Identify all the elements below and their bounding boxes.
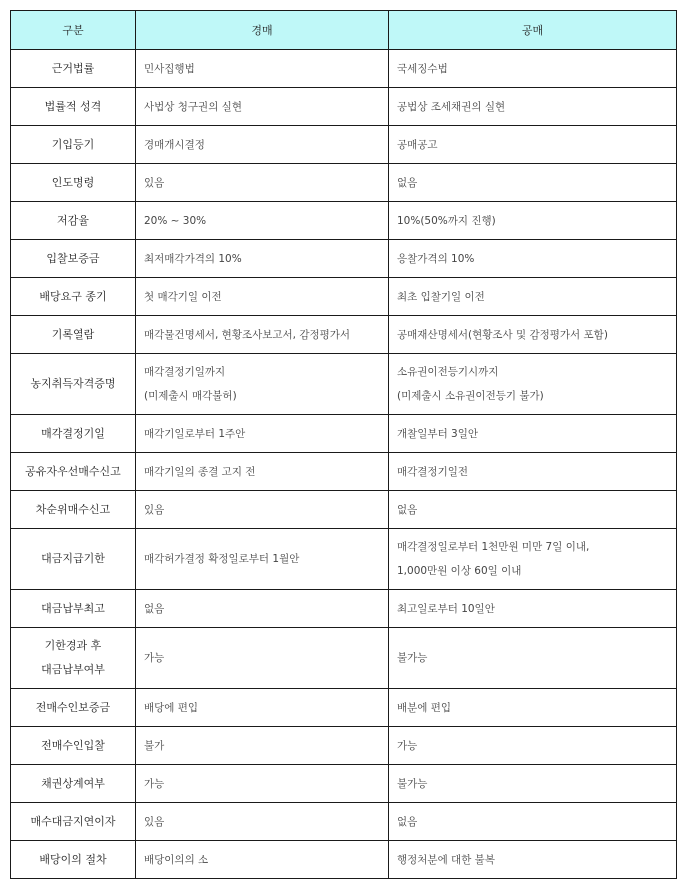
- cell-text: 배분에 편입: [397, 701, 452, 714]
- row-label: [11, 354, 136, 415]
- cell-text: 있음: [144, 815, 165, 828]
- cell-text: 전매수인보증금: [35, 700, 111, 714]
- public-sale-cell: [389, 453, 677, 491]
- cell-text: 공유자우선매수신고: [25, 464, 121, 478]
- table-row: [11, 453, 677, 491]
- cell-text: 전매수인입찰: [41, 738, 105, 752]
- cell-text: 국세징수법: [397, 62, 448, 75]
- cell-text: 채권상계여부: [41, 776, 105, 790]
- row-label: [11, 202, 136, 240]
- auction-cell: [136, 88, 389, 126]
- cell-text: 기한경과 후: [44, 639, 102, 652]
- public-sale-cell: [389, 202, 677, 240]
- cell-text: 차순위매수신고: [35, 502, 111, 516]
- public-sale-cell: [389, 841, 677, 879]
- public-sale-cell: [389, 278, 677, 316]
- comparison-table: [10, 10, 677, 879]
- cell-text: 배당에 편입: [144, 701, 199, 714]
- cell-text: 매각물건명세서, 현황조사보고서, 감정평가서: [144, 328, 351, 341]
- public-sale-cell: [389, 803, 677, 841]
- cell-text: 경매개시결정: [144, 138, 205, 151]
- row-label: [11, 841, 136, 879]
- header-public-sale: 공매: [389, 11, 677, 50]
- public-sale-cell: [389, 50, 677, 88]
- cell-text: 1,000만원 이상 60일 이내: [397, 565, 522, 577]
- cell-text: 불가능: [397, 777, 428, 790]
- public-sale-cell: [389, 727, 677, 765]
- row-label: [11, 453, 136, 491]
- cell-text: 배당요구 종기: [39, 289, 107, 303]
- table-row: [11, 590, 677, 628]
- public-sale-cell: [389, 88, 677, 126]
- cell-text: 있음: [144, 176, 165, 189]
- cell-text: 배당이의의 소: [144, 853, 209, 866]
- row-label: [11, 529, 136, 590]
- cell-text: 기입등기: [51, 137, 95, 151]
- cell-text: 개찰일부터 3일안: [397, 427, 479, 440]
- cell-text: 첫 매각기일 이전: [144, 290, 222, 303]
- row-label: [11, 765, 136, 803]
- cell-text: 농지취득자격증명: [30, 377, 116, 390]
- row-label: [11, 316, 136, 354]
- cell-text: 공법상 조세채권의 실현: [397, 100, 506, 113]
- cell-text: (미제출시 매각불허): [144, 390, 237, 402]
- table-row: [11, 765, 677, 803]
- auction-cell: [136, 727, 389, 765]
- auction-cell: [136, 50, 389, 88]
- table-row: [11, 202, 677, 240]
- header-category: 구분: [11, 11, 136, 50]
- public-sale-cell: [389, 316, 677, 354]
- cell-text: 대금지급기한: [41, 552, 105, 565]
- cell-text: 가능: [144, 652, 165, 664]
- cell-text: 대금납부최고: [41, 601, 105, 615]
- row-label: [11, 278, 136, 316]
- auction-cell: [136, 689, 389, 727]
- cell-text: 없음: [397, 176, 418, 189]
- row-label: [11, 590, 136, 628]
- auction-cell: [136, 453, 389, 491]
- cell-text: 매각결정기일까지: [144, 366, 226, 378]
- cell-text: 사법상 청구권의 실현: [144, 100, 242, 113]
- row-label: [11, 727, 136, 765]
- cell-text: 행정처분에 대한 불복: [397, 853, 495, 866]
- public-sale-cell: [389, 415, 677, 453]
- cell-text: 가능: [397, 739, 418, 752]
- auction-cell: [136, 164, 389, 202]
- public-sale-cell: [389, 529, 677, 590]
- cell-text: 공매재산명세서(현황조사 및 감정평가서 포함): [397, 328, 608, 341]
- cell-text: 매각결정일로부터 1천만원 미만 7일 이내,: [397, 541, 590, 553]
- public-sale-cell: [389, 689, 677, 727]
- table-row: [11, 491, 677, 529]
- cell-text: 없음: [397, 815, 418, 828]
- table-row: [11, 415, 677, 453]
- auction-cell: [136, 415, 389, 453]
- row-label: [11, 628, 136, 689]
- table-row: [11, 126, 677, 164]
- row-label: [11, 689, 136, 727]
- row-label: [11, 164, 136, 202]
- cell-text: 10%(50%까지 진행): [397, 214, 496, 227]
- public-sale-cell: [389, 590, 677, 628]
- cell-text: 불가: [144, 739, 165, 752]
- cell-text: 공매공고: [397, 138, 438, 151]
- auction-cell: [136, 590, 389, 628]
- cell-text: 매각기일의 종결 고지 전: [144, 465, 256, 478]
- cell-text: 법률적 성격: [44, 99, 102, 113]
- cell-text: 매각기일로부터 1주안: [144, 427, 246, 440]
- cell-text: 인도명령: [51, 175, 95, 189]
- cell-text: 없음: [397, 503, 418, 516]
- auction-cell: [136, 803, 389, 841]
- cell-text: (미제출시 소유권이전등기 불가): [397, 390, 544, 402]
- table-row: [11, 354, 677, 415]
- table-row: [11, 50, 677, 88]
- cell-text: 없음: [144, 602, 165, 615]
- public-sale-cell: [389, 240, 677, 278]
- cell-text: 입찰보증금: [46, 251, 100, 265]
- table-row: [11, 240, 677, 278]
- cell-text: 최초 입찰기일 이전: [397, 290, 485, 303]
- row-label: [11, 88, 136, 126]
- cell-text: 소유권이전등기시까지: [397, 366, 499, 378]
- auction-cell: [136, 354, 389, 415]
- cell-text: 가능: [144, 777, 165, 790]
- cell-text: 매수대금지연이자: [30, 814, 116, 828]
- row-label: [11, 50, 136, 88]
- row-label: [11, 491, 136, 529]
- cell-text: 응찰가격의 10%: [397, 252, 475, 265]
- table-body: [11, 50, 677, 879]
- table-row: [11, 316, 677, 354]
- auction-cell: [136, 491, 389, 529]
- table-row: [11, 727, 677, 765]
- cell-text: 기록열람: [51, 327, 95, 341]
- auction-cell: [136, 529, 389, 590]
- public-sale-cell: [389, 164, 677, 202]
- auction-cell: [136, 628, 389, 689]
- auction-cell: [136, 240, 389, 278]
- cell-text: 매각결정기일전: [397, 465, 469, 478]
- cell-text: 대금납부여부: [41, 663, 105, 676]
- cell-text: 배당이의 절차: [39, 852, 107, 866]
- table-row: [11, 689, 677, 727]
- row-label: [11, 415, 136, 453]
- cell-text: 매각허가결정 확정일로부터 1월안: [144, 553, 300, 565]
- auction-cell: [136, 841, 389, 879]
- table-row: [11, 841, 677, 879]
- public-sale-cell: [389, 126, 677, 164]
- auction-cell: [136, 126, 389, 164]
- auction-cell: [136, 202, 389, 240]
- table-row: [11, 278, 677, 316]
- cell-text: 매각결정기일: [41, 426, 105, 440]
- table-row: [11, 88, 677, 126]
- header-row: [11, 11, 677, 50]
- row-label: [11, 803, 136, 841]
- header-auction: 경매: [136, 11, 389, 50]
- table-row: [11, 164, 677, 202]
- auction-cell: [136, 316, 389, 354]
- public-sale-cell: [389, 354, 677, 415]
- public-sale-cell: [389, 628, 677, 689]
- cell-text: 20% ~ 30%: [144, 214, 207, 227]
- table-row: [11, 628, 677, 689]
- cell-text: 저감율: [57, 213, 89, 227]
- public-sale-cell: [389, 765, 677, 803]
- cell-text: 최저매각가격의 10%: [144, 252, 242, 265]
- cell-text: 근거법률: [51, 61, 95, 75]
- table-row: [11, 529, 677, 590]
- row-label: [11, 126, 136, 164]
- cell-text: 최고일로부터 10일안: [397, 602, 495, 615]
- cell-text: 있음: [144, 503, 165, 516]
- row-label: [11, 240, 136, 278]
- cell-text: 민사집행법: [144, 62, 195, 75]
- cell-text: 불가능: [397, 652, 428, 664]
- auction-cell: [136, 765, 389, 803]
- public-sale-cell: [389, 491, 677, 529]
- table-row: [11, 803, 677, 841]
- auction-cell: [136, 278, 389, 316]
